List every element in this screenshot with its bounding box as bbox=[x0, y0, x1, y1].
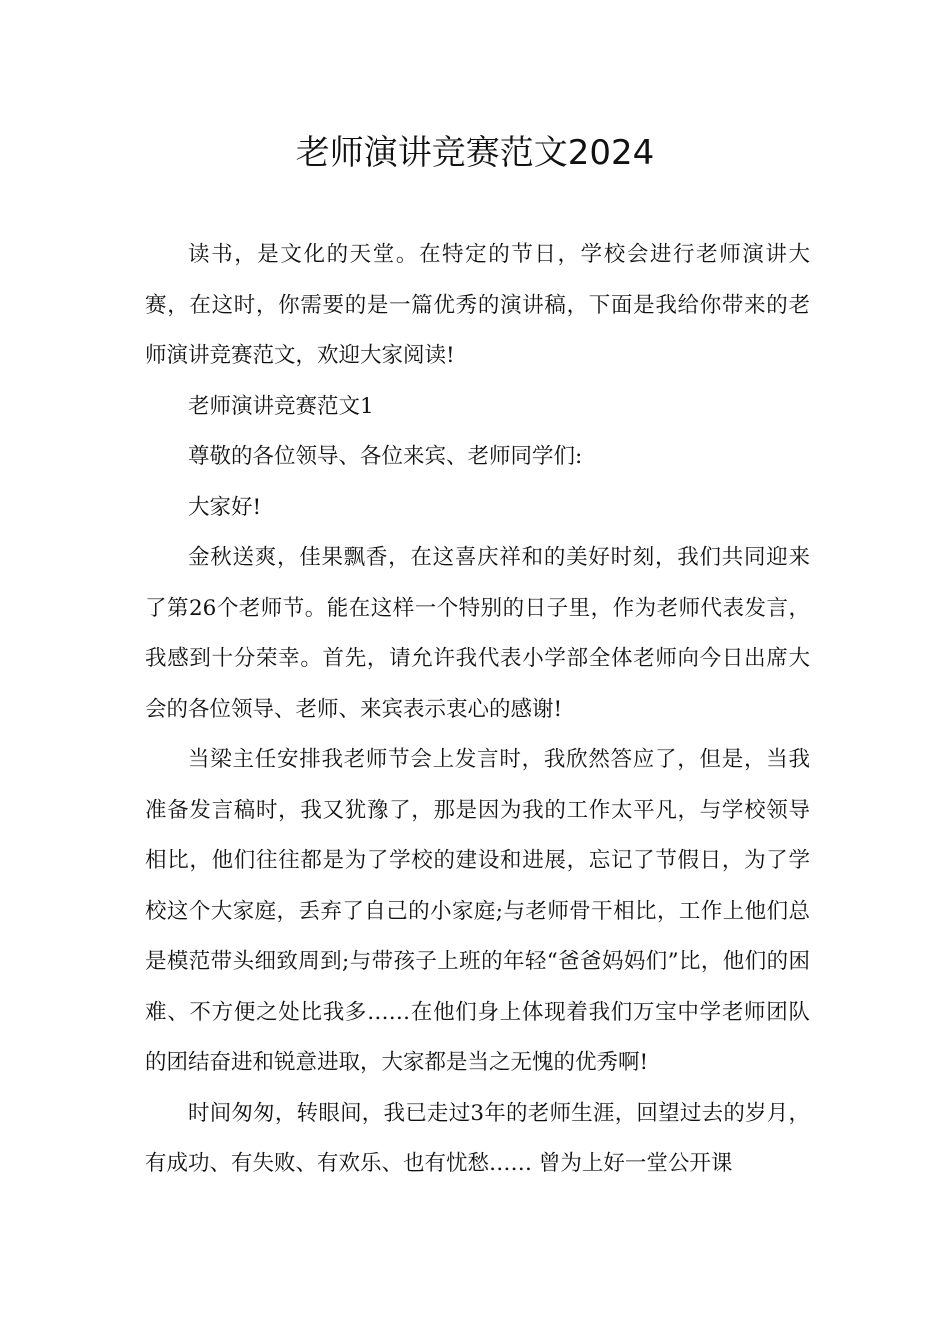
paragraph-greeting: 大家好! bbox=[188, 494, 262, 520]
document-title: 老师演讲竞赛范文2024 bbox=[295, 133, 655, 173]
paragraph-section-heading: 老师演讲竞赛范文1 bbox=[188, 393, 374, 419]
paragraph-body-1: 金秋送爽，佳果飘香，在这喜庆祥和的美好时刻，我们共同迎来了第26个老师节。能在这样一个特别的日子里，作为老师代表发言，我感到十分荣幸。首先，请允许我代表小学部全体老师向今日出席大会的各位领导、老师、来宾表示衷心的感谢! bbox=[145, 545, 810, 722]
paragraph-intro: 读书，是文化的天堂。在特定的节日，学校会进行老师演讲大赛，在这时，你需要的是一篇优秀的演讲稿，下面是我给你带来的老师演讲竞赛范文，欢迎大家阅读! bbox=[145, 242, 810, 368]
paragraph-body-3: 时间匆匆，转眼间，我已走过3年的老师生涯，回望过去的岁月，有成功、有失败、有欢乐、也有忧愁…… 曾为上好一堂公开课 bbox=[145, 1100, 810, 1176]
paragraph-salutation: 尊敬的各位领导、各位来宾、老师同学们: bbox=[188, 444, 583, 469]
paragraph-body-2: 当梁主任安排我老师节会上发言时，我欣然答应了，但是，当我准备发言稿时，我又犹豫了，那是因为我的工作太平凡，与学校领导相比，他们往往都是为了学校的建设和进展，忘记了节假日，为了学校这个大家庭，丢弃了自己的小家庭;与老师骨干相比，工作上他们总是模范带头细致周到;与带孩子上班的年轻“爸爸妈妈们”比，他们的困难、不方便之处比我多……在他们身上体现着我们万宝中学老师团队的团结奋进和锐意进取，大家都是当之无愧的优秀啊! bbox=[145, 747, 810, 1075]
document-body bbox=[145, 230, 810, 1190]
